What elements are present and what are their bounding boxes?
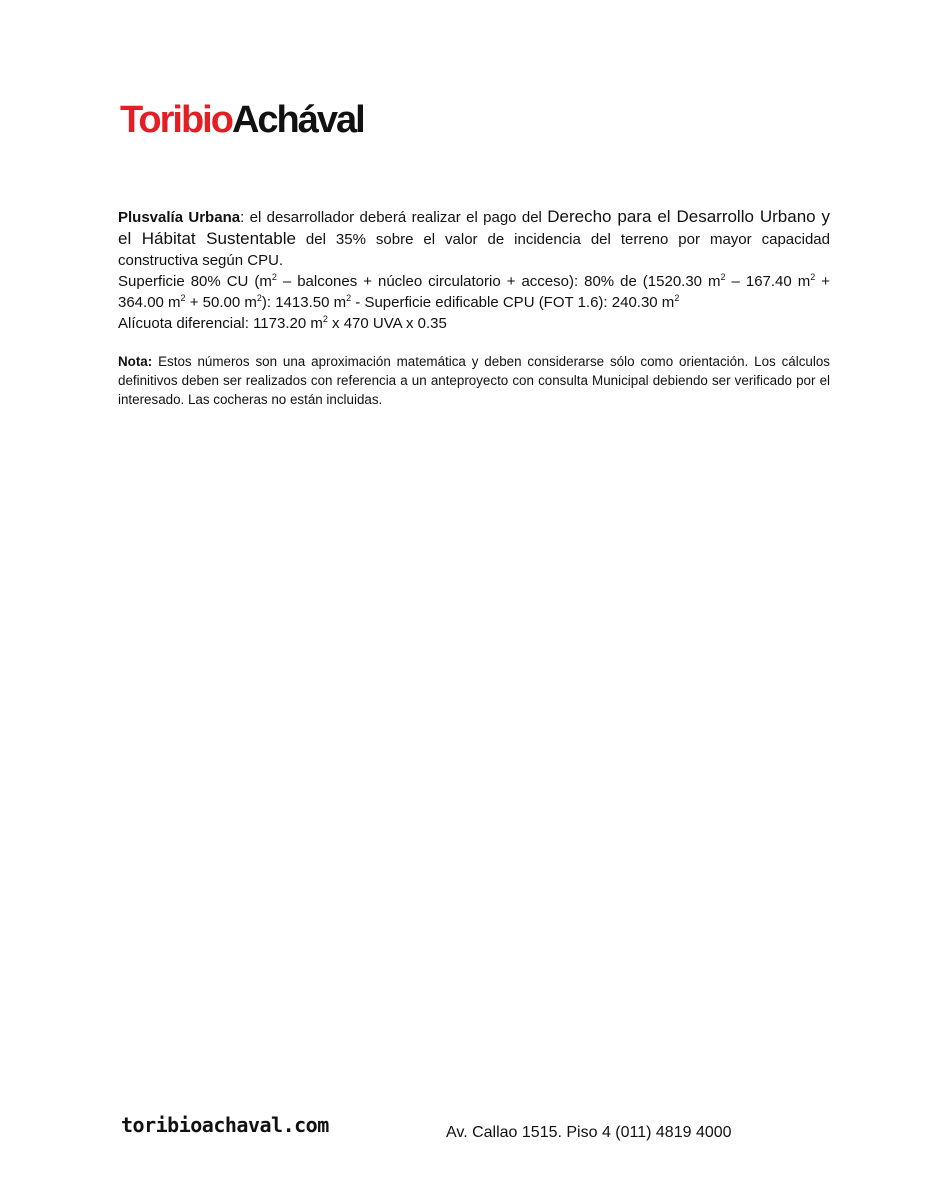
superscript: 2 (346, 293, 352, 303)
nota-label: Nota: (118, 354, 153, 369)
logo-text-secondary: Achával (231, 99, 364, 141)
plusvalia-paragraph (118, 206, 830, 271)
nota-paragraph (118, 352, 830, 409)
nota-text: Estos números son una aproximación matemática y deben considerarse sólo como orientación. Los cálculos definitivos deben ser realizados con referencia a un anteproyecto con consulta Municipal debiendo ser verificado por el interesado. Las cocheras no están incluidas. (118, 354, 830, 407)
alicuota-text-1: Alícuota diferencial: 1173.20 m (118, 315, 323, 332)
superficie-text-3: – 167.40 m (725, 273, 811, 290)
plusvalia-text-a: : el desarrollador deberá realizar el pago del (240, 209, 548, 226)
superscript: 2 (810, 272, 816, 282)
superscript: 2 (256, 293, 262, 303)
superficie-text-5: + 50.00 m (185, 294, 257, 311)
superficie-text-7: - Superficie edificable CPU (FOT 1.6): 240.30 m (351, 294, 675, 311)
alicuota-paragraph (118, 313, 830, 334)
footer-address: Av. Callao 1515. Piso 4 (011) 4819 4000 (446, 1124, 732, 1141)
superscript: 2 (271, 272, 277, 282)
alicuota-text-2: x 470 UVA x 0.35 (327, 315, 447, 332)
plusvalia-heading: Plusvalía Urbana (118, 209, 241, 226)
superficie-text-1: Superficie 80% CU (m (118, 273, 272, 290)
footer-website: toribioachaval.com (121, 1113, 329, 1137)
plusvalia-highlight: Derecho para el Desarrollo Urbano y el Hábitat Sustentable (118, 207, 831, 248)
superficie-text-4: + 364.00 m (118, 273, 830, 311)
logo-text-primary: Toribio (120, 99, 232, 141)
superscript: 2 (674, 293, 680, 303)
superficie-paragraph (118, 271, 830, 313)
company-logo (120, 98, 364, 142)
superscript: 2 (322, 314, 328, 324)
superscript: 2 (720, 272, 726, 282)
superscript: 2 (180, 293, 186, 303)
document-body (118, 206, 830, 409)
plusvalia-text-b: del 35% sobre el valor de incidencia del terreno por mayor capacidad constructiva según CPU. (118, 231, 830, 269)
superficie-text-6: ): 1413.50 m (261, 294, 347, 311)
superficie-text-2: – balcones + núcleo circulatorio + acceso): 80% de (1520.30 m (276, 273, 721, 290)
